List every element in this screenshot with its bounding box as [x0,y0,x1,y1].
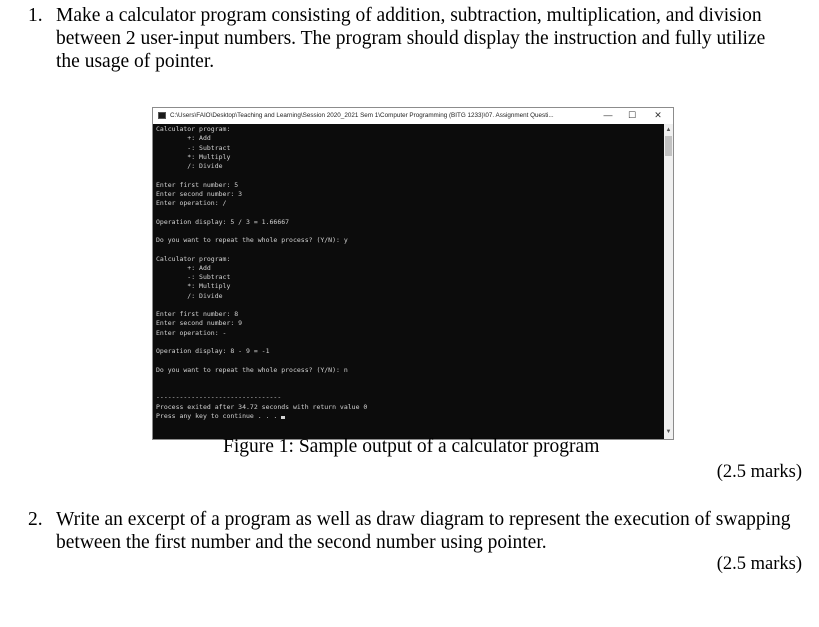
question-1-text [56,4,808,73]
console-line: Enter second number: 3 [156,189,243,198]
question-1-line: the usage of pointer. [56,51,215,72]
question-2-text [56,508,808,554]
question-1-marks: (2.5 marks) [716,462,802,482]
console-line [156,245,664,254]
console-output [156,125,664,439]
console-line [156,171,664,180]
console-line: *: Multiply [156,282,231,291]
console-line: Enter operation: / [156,199,227,207]
console-line: Calculator program: [156,125,231,133]
console-line: *: Multiply [156,152,231,161]
console-line: /: Divide [156,162,223,170]
console-line [156,301,664,310]
console-cursor [281,416,285,419]
close-icon: ✕ [654,110,662,120]
console-line [156,375,664,384]
console-line: Press any key to continue . . . [156,412,664,421]
console-line: Do you want to repeat the whole process? (Y/N): n [156,365,348,374]
console-scrollbar [664,124,673,439]
console-line [156,356,664,365]
console-line [156,338,664,347]
console-title-bar [153,108,673,124]
question-1-number: 1. [28,5,43,26]
console-line: Enter first number: 8 [156,310,239,318]
console-line: Process exited after 34.72 seconds with return value 0 [156,402,368,411]
console-line: -: Subtract [156,273,231,281]
console-line: Enter operation: - [156,328,227,337]
question-1-line: Make a calculator program consisting of addition, subtraction, multiplication, and division [56,5,762,26]
console-line: Enter first number: 5 [156,180,239,189]
scroll-down-icon: ▼ [665,429,672,435]
console-line [156,208,664,217]
question-2-number: 2. [28,509,43,530]
question-2-line: Write an excerpt of a program as well as draw diagram to represent the execution of swapping [56,509,791,530]
console-line: Operation display: 8 - 9 = -1 [156,347,270,355]
console-app-icon [158,112,166,119]
console-line [156,384,664,393]
scroll-thumb [665,136,672,156]
figure-caption: Figure 1: Sample output of a calculator program [223,436,600,457]
console-line: Do you want to repeat the whole process? (Y/N): y [156,236,348,244]
console-line: /: Divide [156,291,223,300]
console-line: Operation display: 5 / 3 = 1.66667 [156,217,290,226]
console-line: Calculator program: [156,254,231,263]
scroll-up-icon: ▲ [665,127,672,133]
question-1-line: between 2 user-input numbers. The program should display the instruction and fully utilize [56,28,766,49]
console-window-title: C:\Users\FAIO\Desktop\Teaching and Learning\Session 2020_2021 Sem 1\Computer Programming (BITG 1233)\07. Assignment Questi... [170,112,554,119]
console-line: -------------------------------- [156,393,282,402]
console-line: +: Add [156,134,211,143]
console-line: Enter second number: 9 [156,319,243,328]
console-line [156,227,664,236]
question-2-line: between the first number and the second number using pointer. [56,532,547,553]
console-line: +: Add [156,263,211,272]
console-window-screenshot [152,107,674,440]
minimize-icon: — [603,110,613,120]
maximize-icon: ☐ [627,110,637,120]
console-line: -: Subtract [156,143,231,152]
question-2-marks: (2.5 marks) [716,554,802,574]
